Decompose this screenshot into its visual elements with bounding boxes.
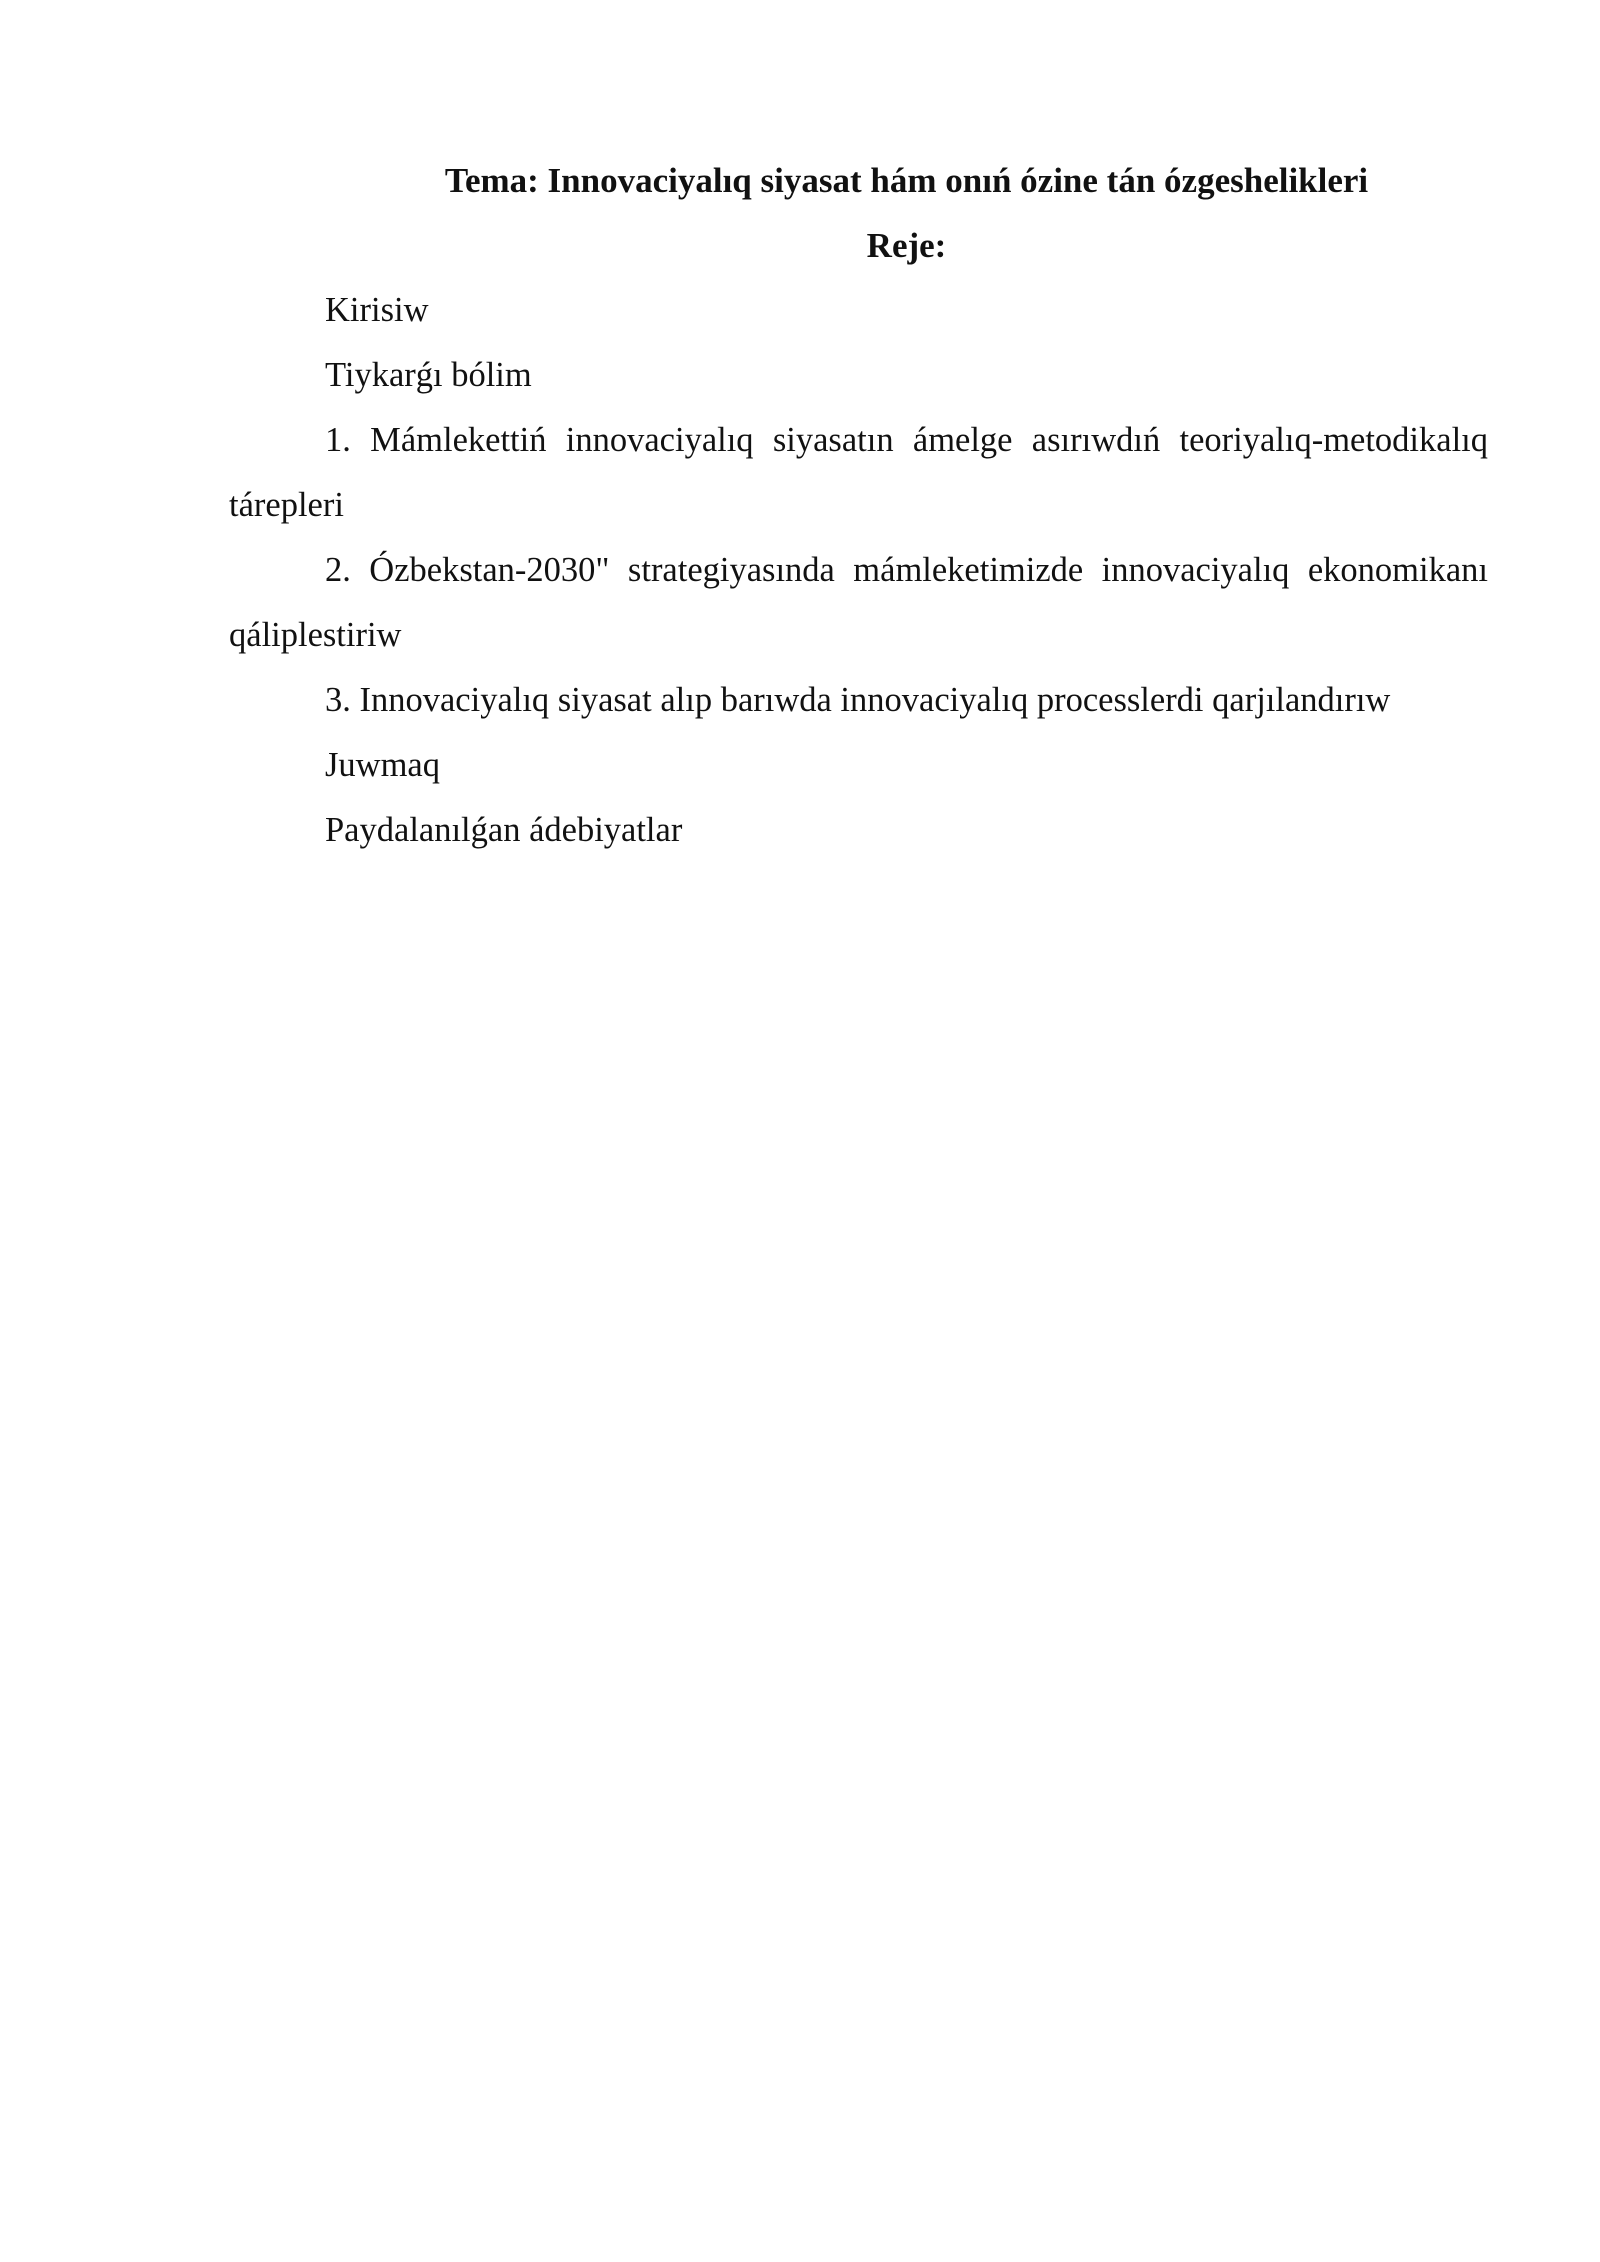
document-body (229, 148, 1488, 863)
document-title: Tema: Innovaciyalıq siyasat hám onıń ózine tán ózgeshelikleri (444, 161, 1369, 200)
plan-item-conclusion: Juwmaq (325, 746, 440, 784)
plan-item-section-3: 3. Innovaciyalıq siyasat alıp barıwda innovaciyalıq processlerdi qarjılandırıw (325, 681, 1391, 719)
plan-item-introduction: Kirisiw (325, 291, 429, 329)
plan-item-main-part: Tiykarǵı bólim (325, 356, 532, 394)
plan-item-references: Paydalanılǵan ádebiyatlar (325, 811, 683, 849)
plan-item-section-1: 1. Mámlekettiń innovaciyalıq siyasatın ámelge asırıwdıń teoriyalıq-metodikalıq tárepleri (229, 421, 1488, 524)
plan-item-section-2: 2. Ózbekstan-2030" strategiyasında mámleketimizde innovaciyalıq ekonomikanı qáliplestiriw (229, 551, 1488, 654)
plan-heading: Reje: (866, 226, 947, 265)
